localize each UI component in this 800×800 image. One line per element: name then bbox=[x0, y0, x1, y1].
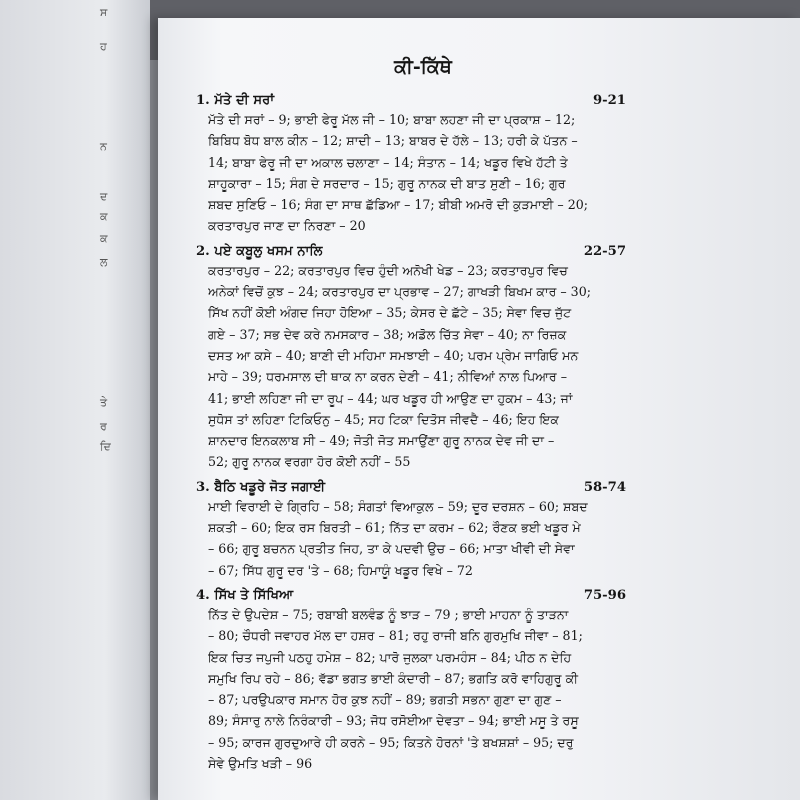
section-heading-row bbox=[196, 587, 626, 604]
entry-line: ਬਿਬਿਧ ਬੋਧ ਬਾਲ ਕੀਨ – 12; ਸ਼ਾਦੀ – 13; ਬਾਬਰ ਦੇ ਹੱਲੇ – 13; ਹਰੀ ਕੇ ਪੱਤਨ – bbox=[208, 133, 578, 149]
left-fragment: ਲ bbox=[100, 256, 108, 269]
section-heading: 2. ਪਏ ਕਬੂਲੁ ਖਸਮ ਨਾਲਿ bbox=[196, 243, 323, 259]
entry-line: ਸ਼ਬਦ ਸੁਣਿਓ – 16; ਸੰਗ ਦਾ ਸਾਥ ਛੱਡਿਆ – 17; ਬੀਬੀ ਅਮਰੋ ਦੀ ਕੁੜਮਾਈ – 20; bbox=[208, 197, 588, 213]
table-of-contents bbox=[196, 56, 626, 780]
toc-section bbox=[196, 92, 626, 237]
entry-line: ਸ਼ਕਤੀ – 60; ਇਕ ਰਸ ਬਿਰਤੀ – 61; ਨਿੱਤ ਦਾ ਕਰਮ – 62; ਰੌਣਕ ਭਈ ਖਡੂਰ ਮੇ bbox=[208, 520, 581, 536]
entry-line: ਸਿੱਖ ਨਹੀਂ ਕੋਈ ਅੰਗਦ ਜਿਹਾ ਹੋਇਆ – 35; ਕੇਸਰ ਦੇ ਛੱਟੇ – 35; ਸੇਵਾ ਵਿਚ ਜੁੱਟ bbox=[208, 305, 572, 321]
entry-line: 14; ਬਾਬਾ ਫੇਰੂ ਜੀ ਦਾ ਅਕਾਲ ਚਲਾਣਾ – 14; ਸੰਤਾਨ – 14; ਖਡੂਰ ਵਿਖੇ ਹੱਟੀ ਤੇ bbox=[208, 154, 568, 170]
left-fragment: ਕ bbox=[100, 210, 108, 223]
toc-section bbox=[196, 243, 626, 473]
section-heading-row bbox=[196, 92, 626, 109]
left-page bbox=[0, 0, 150, 800]
entry-line: 41; ਭਾਈ ਲਹਿਣਾ ਜੀ ਦਾ ਰੂਪ – 44; ਘਰ ਖਡੂਰ ਹੀ ਆਉਣ ਦਾ ਹੁਕਮ – 43; ਜਾਂ bbox=[208, 390, 573, 406]
left-fragment: ਤੇ bbox=[100, 396, 108, 409]
entry-line: ਕਰਤਾਰਪੁਰ ਜਾਣ ਦਾ ਨਿਰਣਾ – 20 bbox=[208, 218, 366, 234]
left-fragment: ਹ bbox=[100, 40, 107, 53]
left-fragment: ਨ bbox=[100, 140, 107, 153]
entry-line: ਸਮੁਖਿ ਰਿਪ ਰਹੇ – 86; ਵੱਡਾ ਭਗਤ ਭਾਈ ਕੰਦਾਰੀ – 87; ਭਗਤਿ ਕਰੋ ਵਾਹਿਗੁਰੂ ਕੀ bbox=[208, 670, 578, 686]
entry-line: ਕਰਤਾਰਪੁਰ – 22; ਕਰਤਾਰਪੁਰ ਵਿਚ ਹੁੰਦੀ ਅਨੋਖੀ ਖੇਡ – 23; ਕਰਤਾਰਪੁਰ ਵਿਚ bbox=[208, 262, 568, 278]
entry-line: ਮਾਈ ਵਿਰਾਈ ਦੇ ਗ੍ਰਿਹਿ – 58; ਸੰਗਤਾਂ ਵਿਆਕੁਲ – 59; ਦੂਰ ਦਰਸ਼ਨ – 60; ਸ਼ਬਦ bbox=[208, 498, 588, 514]
entry-line: ਸੁਧੋਸ ਤਾਂ ਲਹਿਣਾ ਟਿਕਿਓਨੁ – 45; ਸਹ ਟਿਕਾ ਦਿਤੋਸ ਜੀਵਦੈ – 46; ਇਹ ਇਕ bbox=[208, 411, 559, 427]
section-entries bbox=[196, 496, 626, 581]
section-page-range: 75-96 bbox=[583, 587, 626, 603]
section-page-range: 22-57 bbox=[583, 243, 626, 259]
entry-line: ਮੱਤੇ ਦੀ ਸਰਾਂ – 9; ਭਾਈ ਫੇਰੂ ਮੱਲ ਜੀ – 10; ਬਾਬਾ ਲਹਣਾ ਜੀ ਦਾ ਪ੍ਰਕਾਸ਼ – 12; bbox=[208, 112, 576, 127]
entry-line: – 66; ਗੁਰੂ ਬਚਨਨ ਪ੍ਰਤੀਤ ਜਿਹ, ਤਾ ਕੇ ਪਦਵੀ ਉਚ – 66; ਮਾਤਾ ਖੀਵੀ ਦੀ ਸੇਵਾ bbox=[208, 541, 575, 557]
left-fragment: ਦ bbox=[100, 190, 108, 203]
left-fragment: ਸ bbox=[100, 6, 108, 19]
section-heading: 1. ਮੱਤੇ ਦੀ ਸਰਾਂ bbox=[196, 93, 275, 108]
entry-line: – 87; ਪਰਉਪਕਾਰ ਸਮਾਨ ਹੋਰ ਕੁਝ ਨਹੀਂ – 89; ਭਗਤੀ ਸਭਨਾ ਗੁਣਾ ਦਾ ਗੁਣ – bbox=[208, 692, 562, 708]
toc-section bbox=[196, 479, 626, 581]
entry-line: – 80; ਚੌਧਰੀ ਜਵਾਹਰ ਮੱਲ ਦਾ ਹਸ਼ਰ – 81; ਰਹੁ ਰਾਜੀ ਬਨਿ ਗੁਰਮੁਖਿ ਜੀਵਾ – 81; bbox=[208, 628, 583, 644]
left-page-text-fragments bbox=[100, 0, 140, 800]
section-entries bbox=[196, 260, 626, 473]
entry-line: ਸੇਵੇ ਉਮਤਿ ਖੜੀ – 96 bbox=[208, 756, 313, 772]
toc-sections bbox=[196, 92, 626, 774]
entry-line: ਨਿੱਤ ਦੇ ਉਪਦੇਸ਼ – 75; ਰਬਾਬੀ ਬਲਵੰਡ ਨੂੰ ਝਾੜ – 79 ; ਭਾਈ ਮਾਹਨਾ ਨੂੰ ਤਾੜਨਾ bbox=[208, 606, 569, 622]
book-page bbox=[158, 18, 800, 800]
entry-line: ਸ਼ਾਨਦਾਰ ਇਨਕਲਾਬ ਸੀ – 49; ਜੋਤੀ ਜੋਤ ਸਮਾਉਂਣਾ ਗੁਰੂ ਨਾਨਕ ਦੇਵ ਜੀ ਦਾ – bbox=[208, 433, 555, 449]
left-fragment: ਕ bbox=[100, 232, 108, 245]
entry-line: ਗਏ – 37; ਸਭ ਦੇਵ ਕਰੇ ਨਮਸਕਾਰ – 38; ਅਡੋਲ ਚਿੱਤ ਸੇਵਾ – 40; ਨਾ ਰਿਜ਼ਕ bbox=[208, 326, 567, 342]
toc-section bbox=[196, 587, 626, 774]
page-title: ਕੀ-ਕਿੱਥੇ bbox=[394, 56, 452, 78]
section-page-range: 9-21 bbox=[592, 93, 626, 108]
left-fragment: ਦਿ bbox=[100, 440, 111, 453]
section-entries bbox=[196, 109, 626, 237]
entry-line: 52; ਗੁਰੂ ਨਾਨਕ ਵਰਗਾ ਹੋਰ ਕੋਈ ਨਹੀਂ – 55 bbox=[208, 454, 411, 470]
section-heading-row bbox=[196, 479, 626, 496]
entry-line: ਅਨੇਕਾਂ ਵਿਚੋਂ ਕੁਝ – 24; ਕਰਤਾਰਪੁਰ ਦਾ ਪ੍ਰਭਾਵ – 27; ਗਾਖੜੀ ਬਿਖਮ ਕਾਰ – 30; bbox=[208, 284, 591, 300]
entry-line: ਇਕ ਚਿਤ ਜਪੁਜੀ ਪਠਹੁ ਹਮੇਸ਼ – 82; ਪਾਰੋ ਜੁਲਕਾ ਪਰਮਹੰਸ – 84; ਪੀਠ ਨ ਦੇਹਿ bbox=[208, 649, 572, 665]
entry-line: – 95; ਕਾਰਜ ਗੁਰਦੁਆਰੇ ਹੀ ਕਰਨੇ – 95; ਕਿਤਨੇ ਹੋਰਨਾਂ 'ਤੇ ਬਖਸ਼ਸ਼ਾਂ – 95; ਦਰੁ bbox=[208, 734, 574, 750]
section-entries bbox=[196, 604, 626, 774]
entry-line: ਮਾਹੇ – 39; ਧਰਮਸਾਲ ਦੀ ਥਾਕ ਨਾ ਕਰਨ ਦੇਣੀ – 41; ਨੀਵਿਆਂ ਨਾਲ ਪਿਆਰ – bbox=[208, 369, 568, 385]
entry-line: ਸ਼ਾਹੂਕਾਰਾ – 15; ਸੰਗ ਦੇ ਸਰਦਾਰ – 15; ਗੁਰੂ ਨਾਨਕ ਦੀ ਬਾਤ ਸੁਣੀ – 16; ਗੁਰ bbox=[208, 175, 566, 191]
section-heading: 4. ਸਿੱਖ ਤੇ ਸਿੱਖਿਆ bbox=[196, 587, 294, 603]
section-heading-row bbox=[196, 243, 626, 260]
left-fragment: ਰ bbox=[100, 420, 107, 433]
entry-line: ਦਸਤ ਆ ਕਸੇ – 40; ਬਾਣੀ ਦੀ ਮਹਿਮਾ ਸਮਝਾਈ – 40; ਪਰਮ ਪ੍ਰੇਮ ਜਾਗਿਓ ਮਨ bbox=[208, 347, 579, 363]
section-page-range: 58-74 bbox=[583, 479, 626, 495]
entry-line: – 67; ਸਿੱਧ ਗੁਰੂ ਦਰ 'ਤੇ – 68; ਹਿਮਾਯੂੰ ਖਡੂਰ ਵਿਖੇ – 72 bbox=[208, 562, 473, 578]
section-heading: 3. ਬੈਠਿ ਖਡੂਰੇ ਜੋਤ ਜਗਾਈ bbox=[196, 479, 326, 495]
entry-line: 89; ਸੰਸਾਰੁ ਨਾਲੇ ਨਿਰੰਕਾਰੀ – 93; ਜੋਧ ਰਸੋਈਆ ਦੇਵਤਾ – 94; ਭਾਈ ਮਸੂ ਤੇ ਰਸੂ bbox=[208, 713, 579, 729]
